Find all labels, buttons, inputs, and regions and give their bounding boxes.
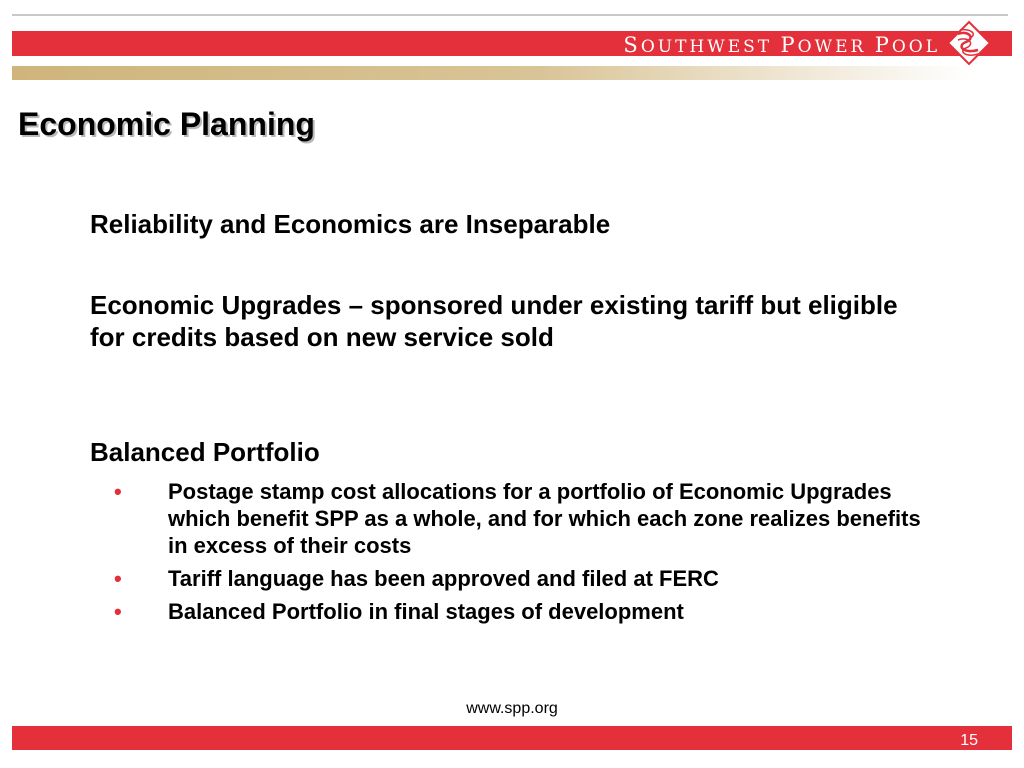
point-balanced-portfolio: Balanced Portfolio	[90, 437, 320, 467]
footer-url: www.spp.org	[466, 700, 558, 717]
bullet-text: Tariff language has been approved and filed at FERC	[168, 566, 719, 591]
bullet-text: Postage stamp cost allocations for a portfolio of Economic Upgrades which benefit SPP as a whole, and for which each zone realizes benefits in excess of their costs	[168, 479, 921, 558]
brand-name: SOUTHWEST POWER POOL	[623, 33, 940, 57]
slide-title: Economic Planning	[18, 106, 315, 142]
point-economic-upgrades: Economic Upgrades – sponsored under existing tariff but eligible for credits based on new service sold	[90, 290, 898, 352]
point-reliability: Reliability and Economics are Inseparable	[90, 209, 611, 239]
list-item	[114, 478, 934, 559]
bullet-list	[114, 478, 934, 631]
spp-logo-icon	[946, 20, 992, 66]
top-divider	[12, 14, 1008, 16]
bullet-icon: •	[114, 599, 122, 624]
page-number: 15	[960, 732, 978, 749]
header-gold-band	[12, 66, 972, 80]
bullet-icon: •	[114, 479, 122, 504]
bullet-text: Balanced Portfolio in final stages of development	[168, 599, 684, 624]
footer-red-band	[12, 726, 1012, 750]
list-item	[114, 565, 934, 592]
bullet-icon: •	[114, 566, 122, 591]
list-item	[114, 598, 934, 625]
